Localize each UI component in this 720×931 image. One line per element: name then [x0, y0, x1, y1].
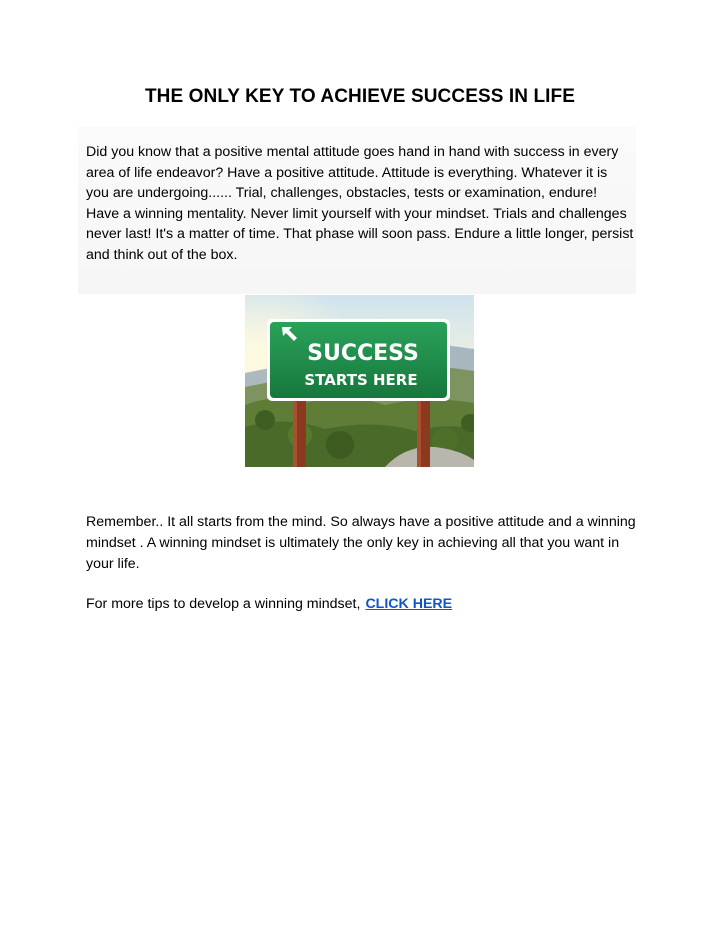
cta-text: For more tips to develop a winning mindset, [86, 596, 361, 612]
sign-line1: SUCCESS [307, 341, 419, 366]
click-here-link[interactable]: CLICK HERE [365, 596, 453, 612]
intro-paragraph: Did you know that a positive mental attitude goes hand in hand with success in every area of life endeavor? Have a positive attitude. Attitude is everything. Whatever it is you are undergoing...... Trial, challenges, obstacles, tests or examination, endure! Have a winning mentality. Never limit yourself with your mindset. Trials and challenges never last! It's a matter of time. That phase will soon pass. Endure a little longer, persist and think out of the box. [86, 144, 634, 263]
success-sign-photo [245, 295, 474, 467]
cta-paragraph [86, 594, 646, 615]
sign-line2: STARTS HERE [304, 371, 418, 389]
page-title: THE ONLY KEY TO ACHIEVE SUCCESS IN LIFE [144, 86, 576, 107]
remember-paragraph: Remember.. It all starts from the mind. So always have a positive attitude and a winning mindset . A winning mindset is ultimately the only key in achieving all that you want in your life. [86, 514, 636, 572]
